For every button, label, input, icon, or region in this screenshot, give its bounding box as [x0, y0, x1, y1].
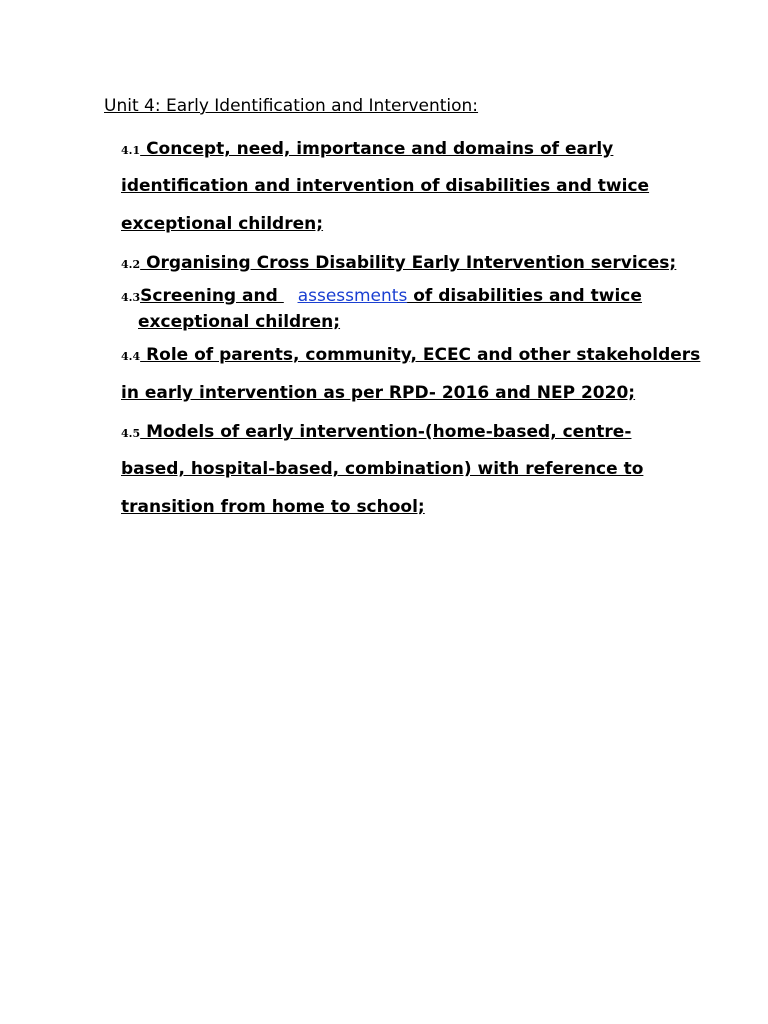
item-4-3-line-2: exceptional children;	[138, 312, 341, 332]
item-text: Role of parents, community, ECEC and other stakeholders	[146, 345, 701, 365]
unit-title: Unit 4: Early Identification and Intervention:	[104, 96, 479, 116]
item-text-after-link: of disabilities and twice	[407, 286, 642, 306]
item-4-5-line-3: transition from home to school;	[121, 497, 425, 517]
item-4-1-line-1	[121, 137, 613, 163]
item-4-4-line-1	[121, 343, 700, 369]
item-number: 4.3	[121, 291, 141, 304]
item-text: Organising Cross Disability Early Intervention services;	[146, 253, 677, 273]
item-number: 4.1	[121, 144, 141, 157]
item-4-5-line-1	[121, 420, 631, 446]
item-text: Screening and	[140, 286, 284, 306]
item-4-1-line-2: identification and intervention of disabilities and twice	[121, 176, 650, 196]
item-number: 4.4	[121, 350, 141, 363]
item-number: 4.2	[121, 258, 141, 271]
item-4-5-line-2: based, hospital-based, combination) with reference to	[121, 459, 644, 479]
item-text: Concept, need, importance and domains of early	[146, 139, 614, 159]
assessments-link[interactable]: assessments	[297, 286, 408, 306]
item-4-1-line-3: exceptional children;	[121, 214, 324, 234]
item-number: 4.5	[121, 427, 141, 440]
item-4-3-line-1	[121, 284, 642, 310]
item-4-4-line-2: in early intervention as per RPD- 2016 and NEP 2020;	[121, 383, 636, 403]
item-text: Models of early intervention-(home-based, centre-	[146, 422, 632, 442]
item-4-2-line-1	[121, 251, 676, 277]
